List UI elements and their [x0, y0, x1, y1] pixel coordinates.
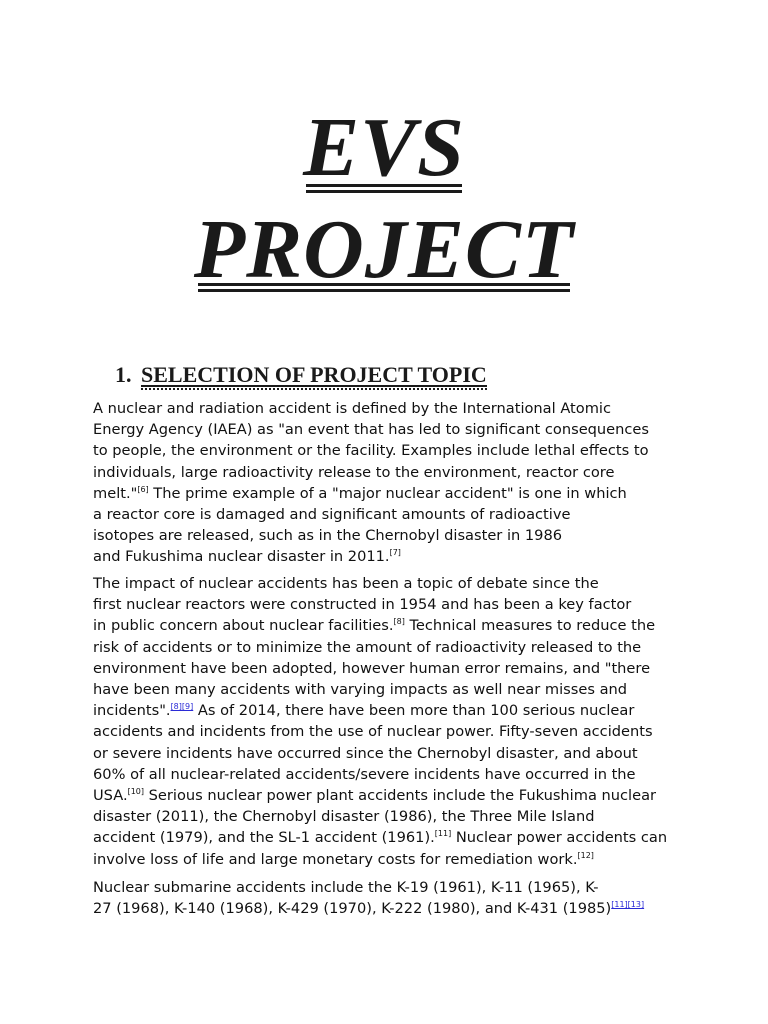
- text-run: a reactor core is damaged and significant amounts of radioactive: [93, 506, 571, 524]
- text-run: incidents".: [93, 702, 171, 720]
- text-run: A nuclear and radiation accident is defined by the International Atomic: [93, 400, 611, 417]
- section-heading-text: SELECTION OF PROJECT TOPIC: [141, 362, 487, 387]
- text-run: Nuclear submarine accidents include the K-19 (1961), K-11 (1965), K-: [93, 879, 599, 896]
- section-heading: [115, 362, 487, 388]
- text-run: accident (1979), and the SL-1 accident (1961).: [93, 829, 435, 847]
- text-run: have been many accidents with varying impacts as well near misses and: [93, 681, 628, 699]
- text-run: As of 2014, there have been more than 100 serious nuclear: [193, 702, 635, 720]
- text-run: The prime example of a "major nuclear accident" is one in which: [148, 484, 627, 502]
- text-run: accidents and incidents from the use of nuclear power. Fifty-seven accidents: [93, 723, 653, 741]
- paragraph-line: [93, 785, 683, 806]
- citation-superscript: [6]: [137, 484, 149, 494]
- text-run: 60% of all nuclear-related accidents/severe incidents have occurred in the: [93, 765, 636, 783]
- citation-superscript: [7]: [389, 548, 401, 558]
- text-run: Serious nuclear power plant accidents include the Fukushima nuclear: [144, 787, 657, 805]
- document-title-line-1: [303, 101, 465, 194]
- paragraph-line: [93, 483, 683, 504]
- paragraph-line: [93, 827, 683, 848]
- paragraph-line: [93, 658, 683, 679]
- text-run: individuals, large radioactivity release to the environment, reactor core: [93, 463, 615, 481]
- text-run: involve loss of life and large monetary costs for remediation work.: [93, 850, 578, 868]
- paragraph-line: [93, 743, 683, 764]
- text-run: The impact of nuclear accidents has been a topic of debate since the: [93, 575, 599, 592]
- document-title-line-2: [193, 203, 575, 296]
- citation-superscript: [12]: [577, 850, 594, 860]
- paragraph-line: [93, 700, 683, 721]
- paragraph-line: [93, 637, 683, 658]
- paragraph-line: [93, 877, 683, 898]
- paragraph-line: [93, 398, 683, 419]
- title-line-2-text: PROJECT: [193, 203, 575, 296]
- title-line-2-block: [0, 203, 768, 296]
- text-run: Technical measures to reduce the: [404, 617, 656, 635]
- title-line-1-block: [0, 101, 768, 194]
- text-run: in public concern about nuclear facilities.: [93, 617, 394, 635]
- title-line-1-text: EVS: [303, 101, 465, 194]
- paragraph-line: [93, 615, 683, 636]
- paragraph-line: [93, 525, 683, 546]
- paragraph-3: [93, 877, 683, 919]
- text-run: USA.: [93, 787, 128, 805]
- paragraph-line: [93, 546, 683, 567]
- text-run: risk of accidents or to minimize the amount of radioactivity released to the: [93, 638, 642, 656]
- paragraph-line: [93, 440, 683, 461]
- paragraph-line: [93, 679, 683, 700]
- citation-superscript[interactable]: [11][13]: [611, 900, 645, 910]
- paragraph-line: [93, 898, 683, 919]
- paragraph-1: [93, 398, 683, 568]
- text-run: first nuclear reactors were constructed in 1954 and has been a key factor: [93, 596, 632, 614]
- paragraph-line: [93, 594, 683, 615]
- citation-superscript: [8]: [393, 617, 405, 627]
- text-run: 27 (1968), K-140 (1968), K-429 (1970), K-222 (1980), and K-431 (1985): [93, 900, 612, 918]
- paragraph-line: [93, 764, 683, 785]
- paragraph-line: [93, 573, 683, 594]
- title-line-1-double-underline: [306, 184, 462, 193]
- section-number: 1.: [115, 362, 132, 387]
- citation-superscript: [11]: [434, 829, 452, 839]
- paragraph-line: [93, 849, 683, 870]
- text-run: Energy Agency (IAEA) as "an event that has led to significant consequences: [93, 421, 650, 439]
- paragraph-line: [93, 462, 683, 483]
- paragraph-line: [93, 721, 683, 742]
- citation-superscript[interactable]: [8][9]: [170, 702, 194, 712]
- paragraph-line: [93, 419, 683, 440]
- paragraph-line: [93, 504, 683, 525]
- text-run: and Fukushima nuclear disaster in 2011.: [93, 548, 390, 566]
- text-run: environment have been adopted, however human error remains, and "there: [93, 659, 651, 677]
- title-line-2-double-underline: [198, 283, 570, 292]
- citation-superscript: [10]: [127, 787, 145, 797]
- text-run: isotopes are released, such as in the Chernobyl disaster in 1986: [93, 527, 563, 545]
- text-run: or severe incidents have occurred since the Chernobyl disaster, and about: [93, 744, 638, 762]
- paragraph-2: [93, 573, 683, 870]
- text-run: melt.": [93, 484, 138, 502]
- text-run: Nuclear power accidents can: [451, 829, 668, 847]
- text-run: to people, the environment or the facility. Examples include lethal effects to: [93, 442, 649, 460]
- text-run: disaster (2011), the Chernobyl disaster (1986), the Three Mile Island: [93, 808, 595, 826]
- paragraph-line: [93, 806, 683, 827]
